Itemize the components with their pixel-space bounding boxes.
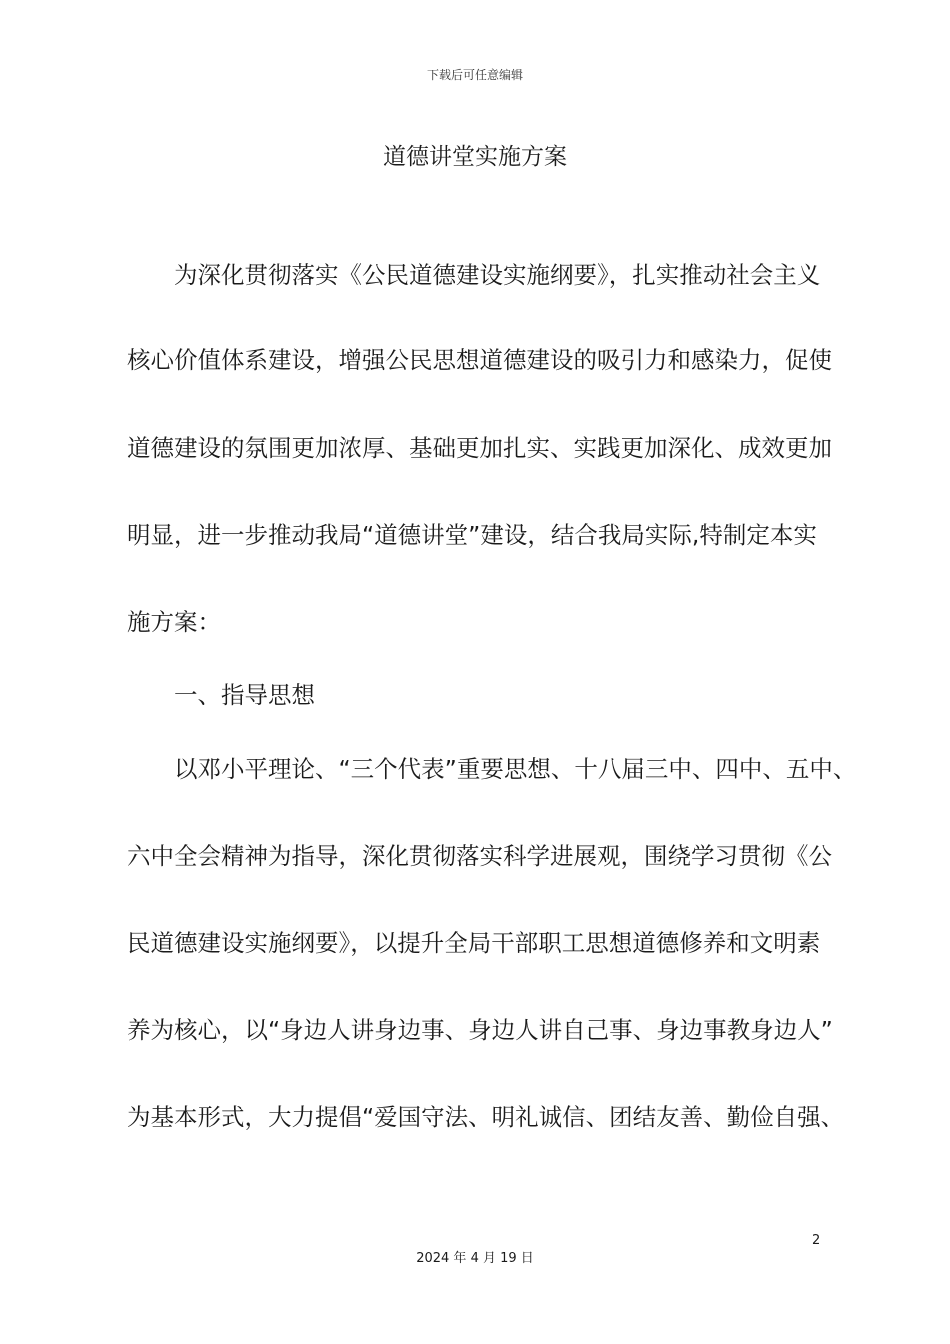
paragraph-line: 养为核心，以“身边人讲身边事、身边人讲自己事、身边事教身边人”	[127, 1016, 833, 1044]
page-number: 2	[812, 1233, 821, 1248]
paragraph-line: 民道德建设实施纲要》，以提升全局干部职工思想道德修养和文明素	[127, 929, 821, 957]
document-title: 道德讲堂实施方案	[383, 144, 567, 170]
section-heading: 一、指导思想	[174, 681, 315, 709]
paragraph-line: 六中全会精神为指导，深化贯彻落实科学进展观，围绕学习贯彻《公	[127, 842, 832, 870]
paragraph-line: 以邓小平理论、“三个代表”重要思想、十八届三中、四中、五中、	[174, 755, 857, 783]
paragraph-line: 道德建设的氛围更加浓厚、基础更加扎实、实践更加深化、成效更加	[127, 434, 832, 462]
header-note: 下载后可任意编辑	[426, 68, 523, 82]
paragraph-line: 明显，进一步推动我局“道德讲堂”建设，结合我局实际,特制定本实	[127, 521, 817, 549]
paragraph-line: 为深化贯彻落实《公民道德建设实施纲要》，扎实推动社会主义	[174, 261, 821, 289]
paragraph-line: 施方案：	[127, 608, 221, 636]
footer-date: 2024 年 4 月 19 日	[416, 1251, 534, 1266]
paragraph-line: 核心价值体系建设，增强公民思想道德建设的吸引力和感染力，促使	[127, 346, 832, 374]
paragraph-line: 为基本形式，大力提倡“爱国守法、明礼诚信、团结友善、勤俭自强、	[127, 1103, 845, 1131]
